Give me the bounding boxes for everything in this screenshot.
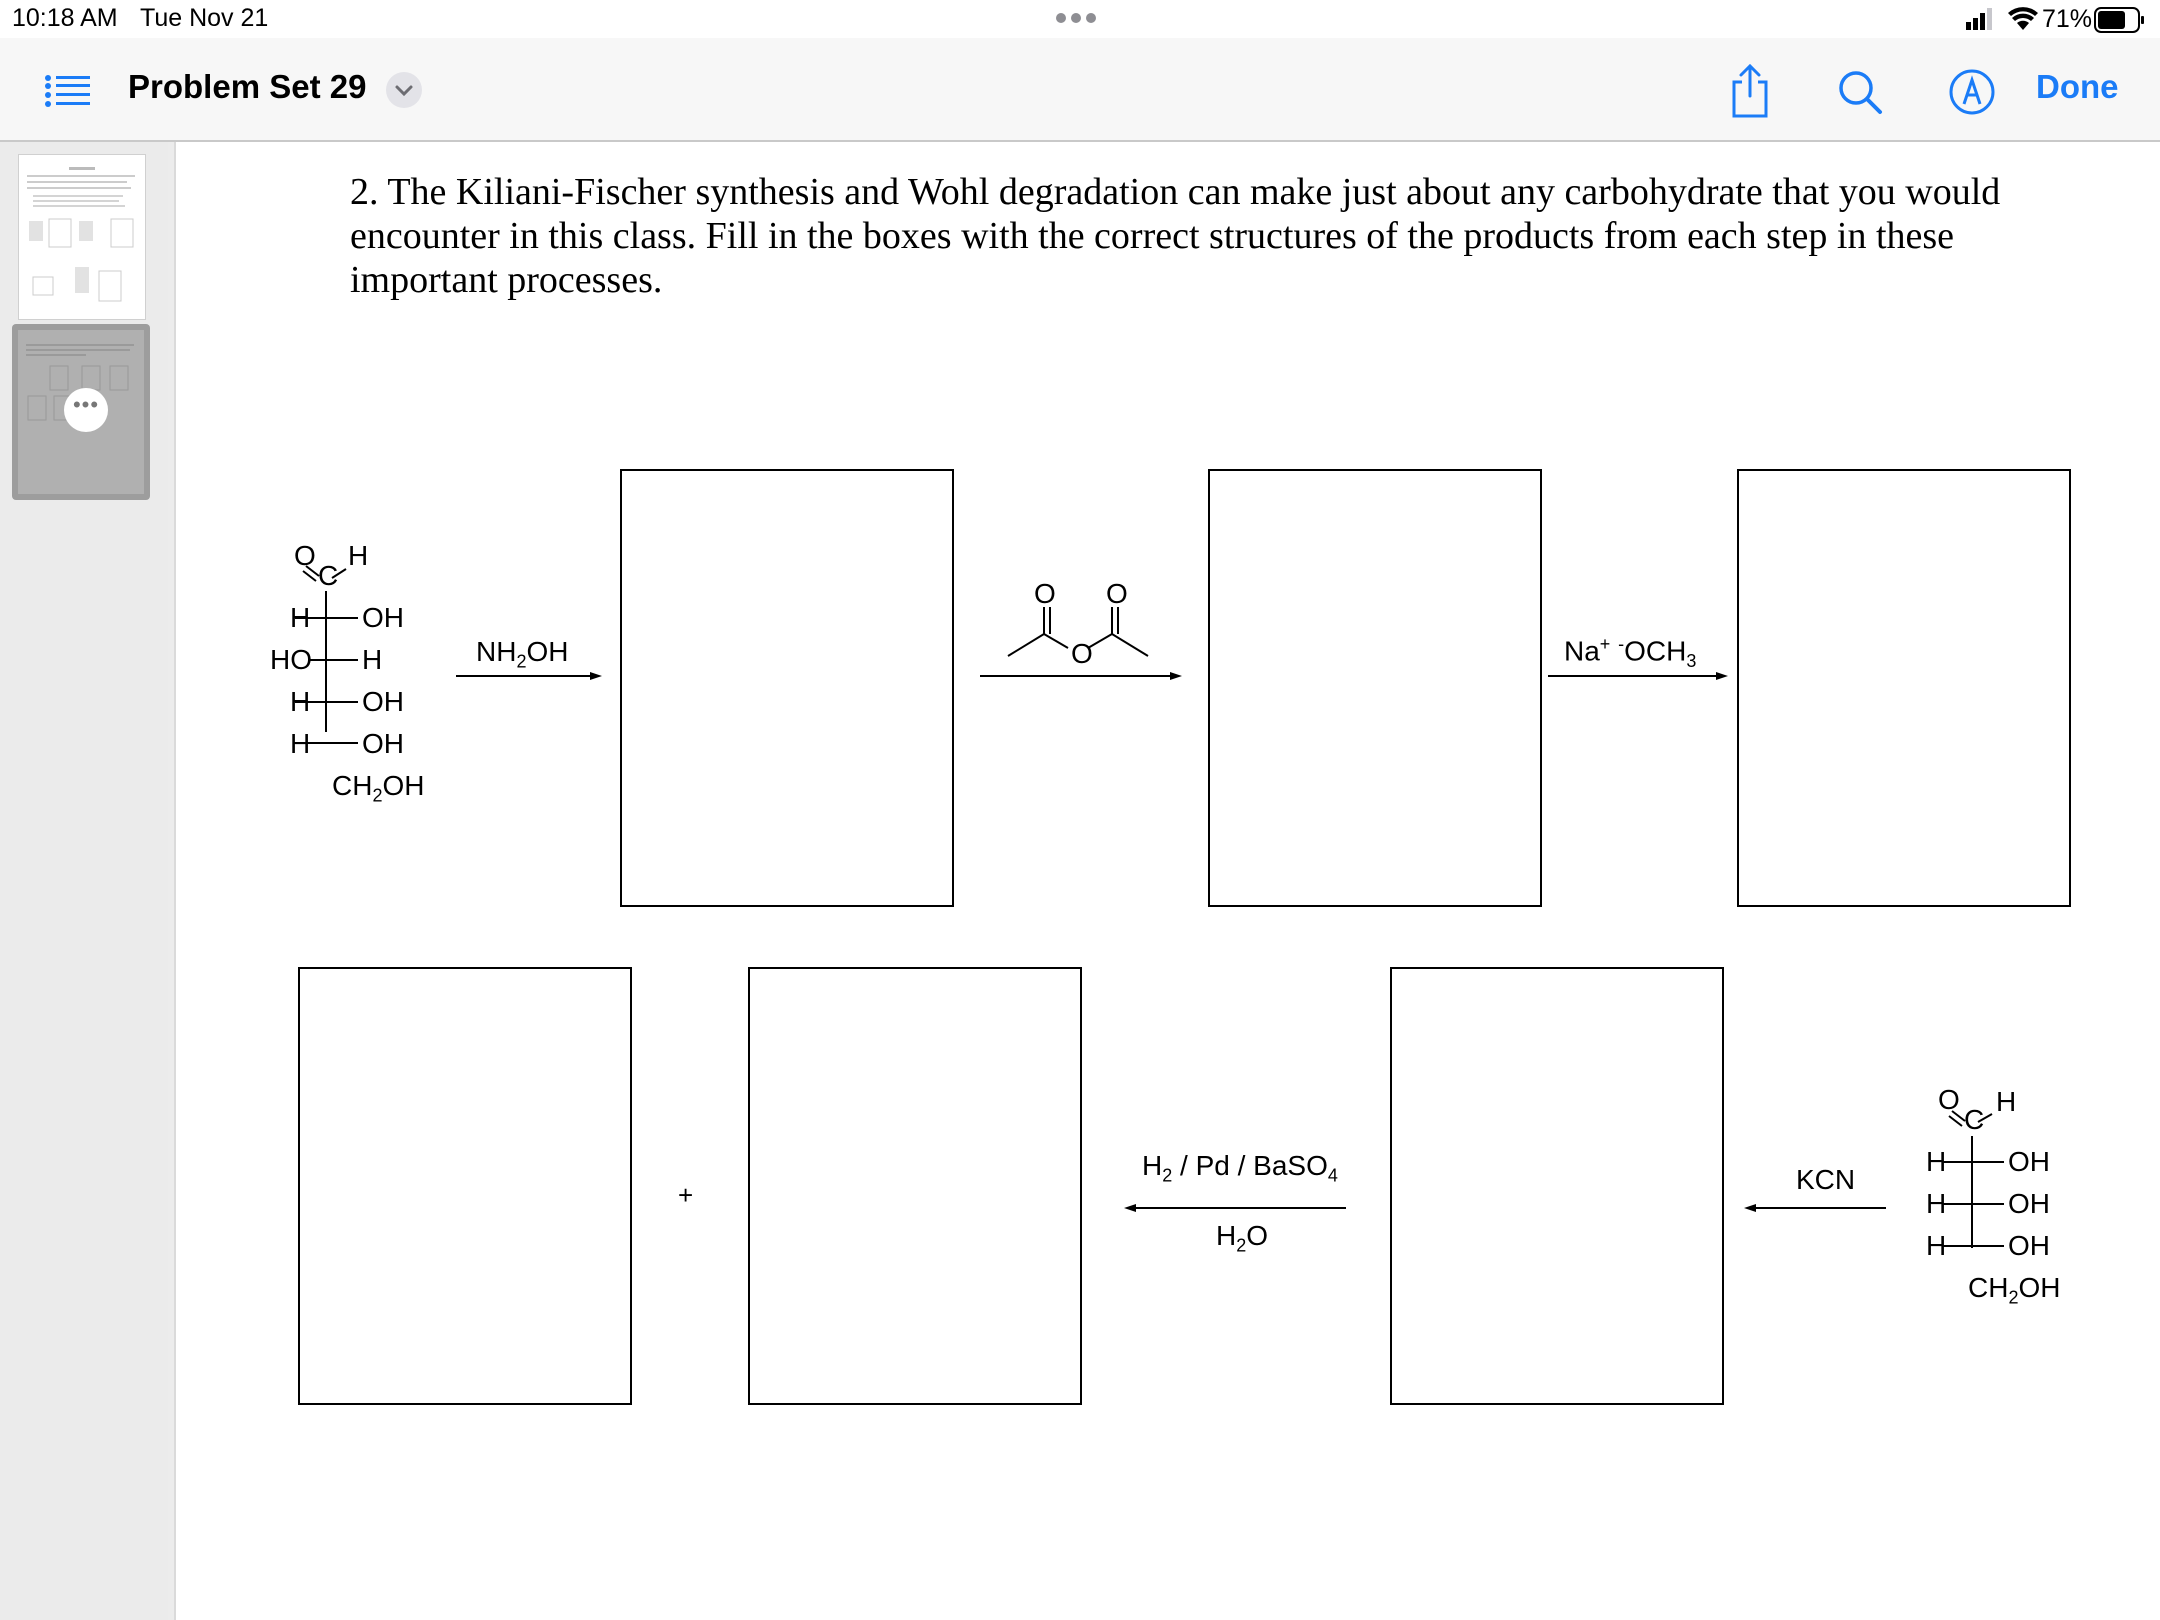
c4-left-group: H	[1926, 1230, 1947, 1261]
c4-right-group: OH	[362, 686, 404, 717]
outline-list-icon[interactable]	[44, 74, 90, 108]
page-thumbnail-2-selected[interactable]	[12, 324, 150, 500]
reagent-water: $H_2O$	[1216, 1220, 1269, 1256]
document-title[interactable]: Problem Set 29	[128, 68, 367, 105]
search-icon[interactable]	[1836, 68, 1884, 116]
more-options-icon[interactable]: •••	[64, 388, 108, 432]
c2-right-group: OH	[2008, 1146, 2050, 1177]
share-icon[interactable]	[1728, 62, 1772, 118]
status-time: 10:18 AM	[12, 4, 118, 32]
question-text: 2. The Kiliani-Fischer synthesis and Wohl degradation can make just about any carbohydrate that you would encounter in this class. Fill in the boxes with the correct structures of the products from each step in these important processes.	[350, 171, 2001, 301]
c2-right-group: OH	[362, 602, 404, 633]
c3-right-group: OH	[2008, 1188, 2050, 1219]
thumbnail-preview	[18, 330, 144, 494]
terminal-ch2oh: $CH_2OH$	[1968, 1272, 2061, 1308]
c3-left-group: HO	[270, 644, 312, 675]
chevron-down-icon[interactable]	[386, 72, 422, 108]
navigation-bar	[0, 38, 2160, 142]
c2-left-group: H	[290, 602, 311, 633]
reagent-hydroxylamine: $NH_2OH$	[476, 636, 569, 672]
aldehyde-hydrogen: H	[1996, 1086, 2017, 1117]
aldehyde-carbon: C	[318, 560, 339, 591]
anhydride-bridge-oxygen: O	[1071, 638, 1093, 669]
aldehyde-hydrogen: H	[348, 540, 369, 571]
c4-right-group: OH	[2008, 1230, 2050, 1261]
c3-left-group: H	[1926, 1188, 1947, 1219]
reagent-hydrogenation: $H_2$ / Pd / BaSO$_4$	[1142, 1150, 1338, 1186]
c4-left-group: H	[290, 686, 311, 717]
plus-sign: +	[678, 1180, 694, 1210]
fischer-projection-lines-bottom	[176, 142, 2160, 1542]
page-thumbnail-1[interactable]	[18, 154, 146, 320]
page-thumbnail-sidebar	[0, 142, 168, 1620]
done-button[interactable]: Done	[2036, 68, 2119, 105]
aldehyde-oxygen: O	[294, 540, 316, 571]
reagent-sodium-methoxide: Na+ $^-OCH_3$	[1564, 634, 1697, 671]
c3-right-group: H	[362, 644, 383, 675]
c5-left-group: H	[290, 728, 311, 759]
document-page	[174, 142, 2160, 1620]
status-bar	[0, 0, 2160, 38]
aldehyde-carbon: C	[1964, 1104, 1985, 1135]
anhydride-carbonyl-oxygen-2: O	[1106, 578, 1128, 609]
terminal-ch2oh: $CH_2OH$	[332, 770, 425, 806]
anhydride-carbonyl-oxygen-1: O	[1034, 578, 1056, 609]
c5-right-group: OH	[362, 728, 404, 759]
status-date: Tue Nov 21	[140, 4, 269, 32]
reagent-potassium-cyanide: KCN	[1796, 1164, 1856, 1195]
markup-pen-icon[interactable]	[1948, 68, 1996, 116]
thumbnail-preview	[19, 155, 145, 319]
aldehyde-oxygen: O	[1938, 1084, 1960, 1115]
battery-percent: 71%	[2042, 5, 2093, 33]
multitasking-dots-icon[interactable]	[1056, 10, 1104, 30]
cellular-signal-icon	[1966, 8, 1994, 30]
battery-icon	[2094, 7, 2146, 33]
c2-left-group: H	[1926, 1146, 1947, 1177]
wifi-icon	[2008, 6, 2038, 32]
